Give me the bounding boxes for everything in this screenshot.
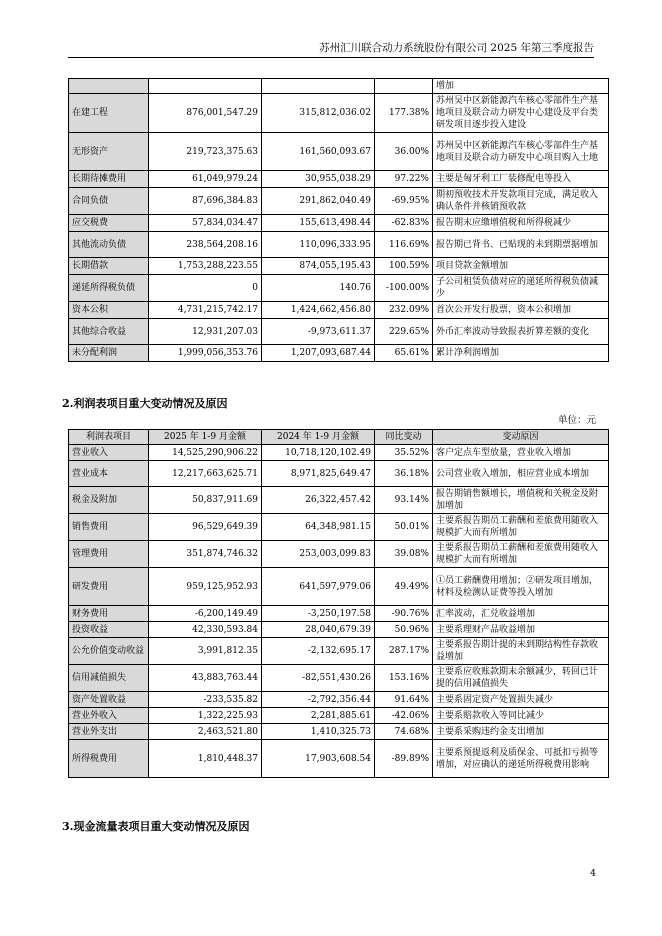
previous-amount: 161,560,093.67 <box>262 133 375 171</box>
row-label: 所得税费用 <box>69 740 149 778</box>
change-reason: ①员工薪酬费用增加；②研发项目增加，材料及检测认证费等投入增加 <box>433 568 609 606</box>
row-label: 在建工程 <box>69 94 149 133</box>
row-label: 其他流动负债 <box>69 232 149 258</box>
previous-amount: 1,424,662,456.80 <box>262 302 375 319</box>
change-reason: 报告期销售额增长，增值税和关税金及附加增加 <box>433 487 609 514</box>
change-percent: 49.49% <box>375 568 433 606</box>
table-row <box>69 568 609 606</box>
row-label: 管理费用 <box>69 541 149 568</box>
current-amount: 1,753,288,223.55 <box>149 258 262 275</box>
change-reason: 报告期已背书、已贴现的未到期票据增加 <box>433 232 609 258</box>
change-reason: 主要系应收账款期末余额减少，转回已计提的信用减值损失 <box>433 665 609 692</box>
current-amount: 57,834,034.47 <box>149 215 262 232</box>
change-reason: 项目贷款金额增加 <box>433 258 609 275</box>
table-row <box>69 215 609 232</box>
change-reason: 公司营业收入增加，相应营业成本增加 <box>433 461 609 487</box>
current-amount: 876,001,547.29 <box>149 94 262 133</box>
previous-amount: -2,792,356.44 <box>262 692 375 708</box>
current-amount: 238,564,208.16 <box>149 232 262 258</box>
income-statement-changes-table <box>68 429 609 778</box>
row-label: 长期借款 <box>69 258 149 275</box>
change-reason: 累计净利润增加 <box>433 345 609 362</box>
change-reason: 主要系采购违约金支出增加 <box>433 724 609 740</box>
current-amount: 3,991,812.35 <box>149 638 262 665</box>
change-reason: 苏州吴中区新能源汽车核心零部件生产基地项目及联合动力研发中心建设及平台类研发项目逐步投入建设 <box>433 94 609 133</box>
table-row <box>69 514 609 541</box>
change-percent: 50.96% <box>375 622 433 638</box>
header-divider <box>68 57 594 58</box>
previous-amount: 26,322,457.42 <box>262 487 375 514</box>
row-label: 信用减值损失 <box>69 665 149 692</box>
previous-amount: 17,903,608.54 <box>262 740 375 778</box>
change-reason: 子公司租赁负债对应的递延所得税负债减少 <box>433 275 609 302</box>
previous-amount: 30,955,038.29 <box>262 171 375 188</box>
change-percent: 36.00% <box>375 133 433 171</box>
change-percent: 65.61% <box>375 345 433 362</box>
table-row <box>69 606 609 622</box>
page-header: 苏州汇川联合动力系统股份有限公司 2025 年第三季度报告 <box>319 42 594 54</box>
table-row <box>69 171 609 188</box>
previous-amount: 10,718,120,102.49 <box>262 445 375 461</box>
table-row <box>69 541 609 568</box>
current-amount: 0 <box>149 275 262 302</box>
previous-amount: 874,055,195.43 <box>262 258 375 275</box>
change-percent: 177.38% <box>375 94 433 133</box>
column-header: 变动原因 <box>433 430 609 445</box>
column-header: 2025 年 1-9 月金额 <box>149 430 262 445</box>
previous-amount: -3,250,197.58 <box>262 606 375 622</box>
change-reason: 增加 <box>433 79 609 94</box>
row-label: 应交税费 <box>69 215 149 232</box>
change-reason: 客户定点车型放量，营业收入增加 <box>433 445 609 461</box>
current-amount: 61,049,979.24 <box>149 171 262 188</box>
current-amount: 2,463,521.80 <box>149 724 262 740</box>
row-label: 无形资产 <box>69 133 149 171</box>
previous-amount: 2,281,885.61 <box>262 708 375 724</box>
table-row <box>69 319 609 345</box>
change-percent: -69.95% <box>375 188 433 215</box>
change-percent: 35.52% <box>375 445 433 461</box>
current-amount: 1,322,225.93 <box>149 708 262 724</box>
current-amount: 96,529,649.39 <box>149 514 262 541</box>
change-reason: 首次公开发行股票，资本公积增加 <box>433 302 609 319</box>
current-amount: 12,931,207.03 <box>149 319 262 345</box>
change-reason: 汇率波动，汇兑收益增加 <box>433 606 609 622</box>
section-2-title: 2.利润表项目重大变动情况及原因 <box>62 397 228 410</box>
change-reason: 报告期末应缴增值税和所得税减少 <box>433 215 609 232</box>
previous-amount: 1,410,325.73 <box>262 724 375 740</box>
row-label: 营业外支出 <box>69 724 149 740</box>
row-label: 合同负债 <box>69 188 149 215</box>
previous-amount: 140.76 <box>262 275 375 302</box>
previous-amount <box>262 79 375 94</box>
change-reason: 主要系报告期员工薪酬和差旅费用随收入规模扩大而有所增加 <box>433 514 609 541</box>
table-header-row <box>69 430 609 445</box>
row-label: 税金及附加 <box>69 487 149 514</box>
table-row <box>69 133 609 171</box>
current-amount <box>149 79 262 94</box>
previous-amount: 315,812,036.02 <box>262 94 375 133</box>
table-row <box>69 692 609 708</box>
current-amount: 42,330,593.84 <box>149 622 262 638</box>
change-percent: 39.08% <box>375 541 433 568</box>
row-label: 递延所得税负债 <box>69 275 149 302</box>
current-amount: 14,525,290,906.22 <box>149 445 262 461</box>
change-percent: 97.22% <box>375 171 433 188</box>
row-label: 研发费用 <box>69 568 149 606</box>
row-label: 资本公积 <box>69 302 149 319</box>
change-percent: 36.18% <box>375 461 433 487</box>
row-label: 营业收入 <box>69 445 149 461</box>
current-amount: 12,217,663,625.71 <box>149 461 262 487</box>
change-percent: 229.65% <box>375 319 433 345</box>
change-percent: -62.83% <box>375 215 433 232</box>
change-reason: 主要是匈牙利工厂装修配电等投入 <box>433 171 609 188</box>
current-amount: -6,200,149.49 <box>149 606 262 622</box>
row-label: 财务费用 <box>69 606 149 622</box>
change-reason: 外币汇率波动导致报表折算差额的变化 <box>433 319 609 345</box>
row-label: 销售费用 <box>69 514 149 541</box>
table-row <box>69 724 609 740</box>
table-row <box>69 258 609 275</box>
change-percent: 50.01% <box>375 514 433 541</box>
unit-label: 单位：元 <box>557 415 596 426</box>
change-percent: 287.17% <box>375 638 433 665</box>
change-percent: 232.09% <box>375 302 433 319</box>
previous-amount: 8,971,825,649.47 <box>262 461 375 487</box>
row-label: 投资收益 <box>69 622 149 638</box>
table-row <box>69 740 609 778</box>
table-row <box>69 275 609 302</box>
previous-amount: 64,348,981.15 <box>262 514 375 541</box>
previous-amount: 155,613,498.44 <box>262 215 375 232</box>
row-label: 长期待摊费用 <box>69 171 149 188</box>
previous-amount: 1,207,093,687.44 <box>262 345 375 362</box>
current-amount: -233,535.82 <box>149 692 262 708</box>
change-percent: 153.16% <box>375 665 433 692</box>
balance-sheet-changes-table <box>68 78 609 362</box>
previous-amount: 291,862,040.49 <box>262 188 375 215</box>
column-header: 2024 年 1-9 月金额 <box>262 430 375 445</box>
change-percent: -100.00% <box>375 275 433 302</box>
previous-amount: 110,096,333.95 <box>262 232 375 258</box>
row-label: 资产处置收益 <box>69 692 149 708</box>
table-row <box>69 665 609 692</box>
current-amount: 959,125,952.93 <box>149 568 262 606</box>
table-row <box>69 302 609 319</box>
change-percent: 100.59% <box>375 258 433 275</box>
current-amount: 351,874,746.32 <box>149 541 262 568</box>
change-reason: 主要系报告期员工薪酬和差旅费用随收入规模扩大而有所增加 <box>433 541 609 568</box>
table-row <box>69 708 609 724</box>
change-percent: -42.06% <box>375 708 433 724</box>
change-reason: 主要系理财产品收益增加 <box>433 622 609 638</box>
table-row <box>69 445 609 461</box>
row-label: 公允价值变动收益 <box>69 638 149 665</box>
change-reason: 苏州吴中区新能源汽车核心零部件生产基地项目及联合动力研发中心项目购入土地 <box>433 133 609 171</box>
table-row <box>69 638 609 665</box>
table-row <box>69 622 609 638</box>
change-percent: -90.76% <box>375 606 433 622</box>
table-row <box>69 345 609 362</box>
current-amount: 1,810,448.37 <box>149 740 262 778</box>
change-percent: 116.69% <box>375 232 433 258</box>
previous-amount: -9,973,611.37 <box>262 319 375 345</box>
row-label: 营业外收入 <box>69 708 149 724</box>
change-reason: 期初预收技术开发款项目完成，满足收入确认条件并核销预收款 <box>433 188 609 215</box>
change-percent <box>375 79 433 94</box>
table-row <box>69 232 609 258</box>
row-label: 未分配利润 <box>69 345 149 362</box>
change-percent: -89.89% <box>375 740 433 778</box>
change-reason: 主要系赔款收入等同比减少 <box>433 708 609 724</box>
current-amount: 1,999,056,353.76 <box>149 345 262 362</box>
column-header: 同比变动 <box>375 430 433 445</box>
change-reason: 主要系固定资产处置损失减少 <box>433 692 609 708</box>
change-reason: 主要系报告期计提的未到期结构性存款收益增加 <box>433 638 609 665</box>
previous-amount: 28,040,679.39 <box>262 622 375 638</box>
current-amount: 43,883,763.44 <box>149 665 262 692</box>
change-reason: 主要系预提返利及质保金、可抵扣亏损等增加，对应确认的递延所得税费用影响 <box>433 740 609 778</box>
current-amount: 50,837,911.69 <box>149 487 262 514</box>
table-row <box>69 188 609 215</box>
previous-amount: 253,003,099.83 <box>262 541 375 568</box>
change-percent: 93.14% <box>375 487 433 514</box>
page-number: 4 <box>589 868 596 879</box>
row-label: 其他综合收益 <box>69 319 149 345</box>
previous-amount: -82,551,430.26 <box>262 665 375 692</box>
row-label <box>69 79 149 94</box>
row-label: 营业成本 <box>69 461 149 487</box>
section-3-title: 3.现金流量表项目重大变动情况及原因 <box>62 820 250 833</box>
current-amount: 4,731,215,742.17 <box>149 302 262 319</box>
table-row <box>69 487 609 514</box>
table-row <box>69 94 609 133</box>
change-percent: 91.64% <box>375 692 433 708</box>
change-percent: 74.68% <box>375 724 433 740</box>
column-header: 利润表项目 <box>69 430 149 445</box>
previous-amount: -2,132,695.17 <box>262 638 375 665</box>
table-row <box>69 79 609 94</box>
current-amount: 219,723,375.63 <box>149 133 262 171</box>
current-amount: 87,696,384.83 <box>149 188 262 215</box>
table-row <box>69 461 609 487</box>
previous-amount: 641,597,979.06 <box>262 568 375 606</box>
